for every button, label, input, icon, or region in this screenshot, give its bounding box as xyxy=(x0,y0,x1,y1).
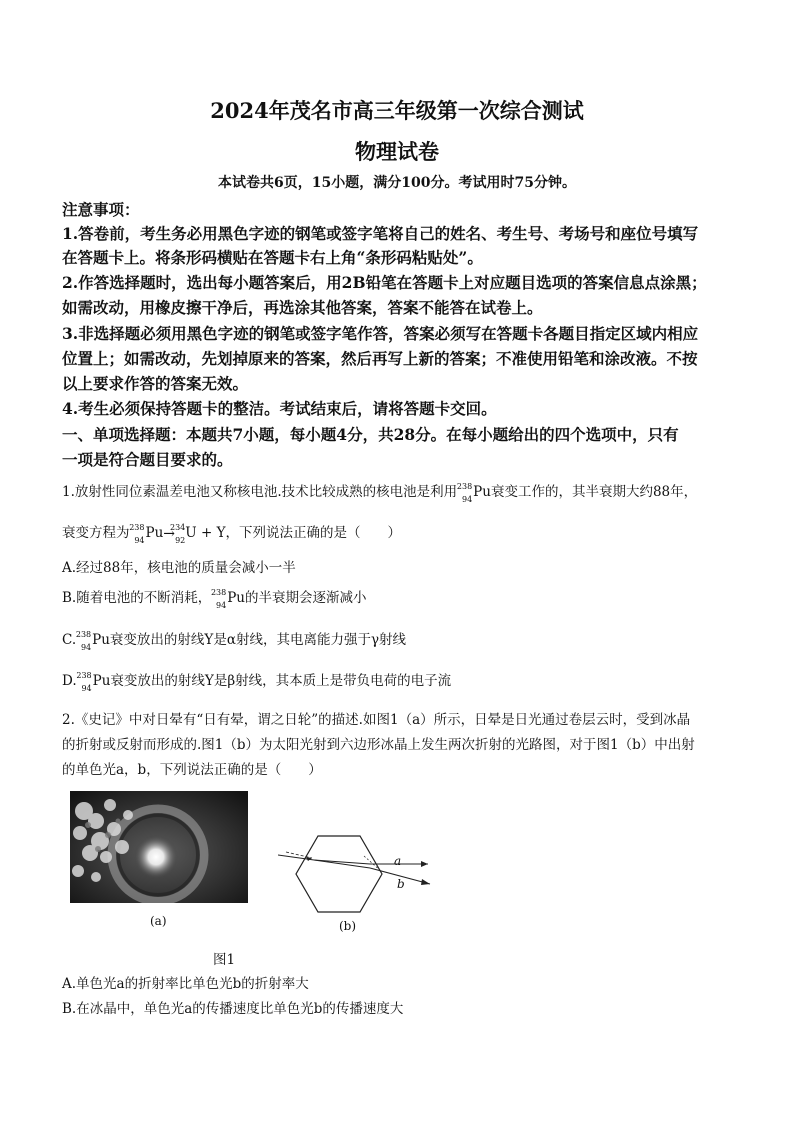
mass-number: 238 xyxy=(210,587,227,597)
section-heading: 一、单项选择题：本题共7小题，每小题4分，共28分。在每小题给出的四个选项中，只有 xyxy=(62,425,679,444)
figure-caption: 图1 xyxy=(213,952,236,968)
option-text: D. xyxy=(62,673,77,689)
exam-info: 本试卷共6页，15小题，满分100分。考试用时75分钟。 xyxy=(218,175,576,191)
section-heading-cont: 一项是符合题目要求的。 xyxy=(62,450,233,469)
q2-option-b: B.在冰晶中，单色光a的传播速度比单色光b的传播速度大 xyxy=(62,1001,404,1017)
q2-stem-line2: 的折射或反射而形成的.图1（b）为太阳光射到六边形冰晶上发生两次折射的光路图，对于图1（b）中出射 xyxy=(62,737,695,753)
element-symbol: U xyxy=(185,525,197,541)
ice-crystal-diagram xyxy=(278,822,438,934)
element-symbol: Pu xyxy=(145,525,164,541)
note-line: 在答题卡上。将条形码横贴在答题卡右上角“条形码粘贴处”。 xyxy=(62,248,483,267)
pu-nuclide xyxy=(76,630,91,652)
reaction-arrow xyxy=(163,523,185,545)
note-line: 1.答卷前，考生务必用黑色字迹的钢笔或签字笔将自己的姓名、考生号、考场号和座位号填写 xyxy=(62,224,699,243)
note-line: 如需改动，用橡皮擦干净后，再选涂其他答案，答案不能答在试卷上。 xyxy=(62,298,543,317)
q1-option-c xyxy=(62,628,742,652)
note-line: 4.考生必须保持答题卡的整洁。考试结束后，请将答题卡交回。 xyxy=(62,399,497,418)
mass-number: 238 xyxy=(456,481,473,491)
option-text: 衰变放出的射线Y是β射线，其本质上是带负电荷的电子流 xyxy=(110,673,452,689)
atomic-number: 92 xyxy=(175,535,186,545)
mass-number: 238 xyxy=(75,629,92,639)
equation-suffix: ，下列说法正确的是（ ） xyxy=(225,525,401,541)
element-symbol: Pu xyxy=(227,590,245,606)
note-line: 3.非选择题必须用黑色字迹的钢笔或签字笔作答，答案必须写在答题卡各题目指定区域内相应 xyxy=(62,324,699,343)
mass-number: 234 xyxy=(170,522,186,532)
refracted-ray-b-inside xyxy=(314,860,370,868)
q1-stem-line1 xyxy=(62,480,742,504)
halo-photo xyxy=(70,791,248,903)
fig-b-label: (b) xyxy=(339,919,357,933)
exit-arrow-b xyxy=(421,879,430,885)
element-symbol: Pu xyxy=(473,484,491,500)
pu-nuclide xyxy=(457,482,472,504)
note-line: 以上要求作答的答案无效。 xyxy=(62,374,249,393)
q1-option-d xyxy=(62,669,742,693)
element-symbol: Pu xyxy=(92,673,111,689)
atomic-number: 94 xyxy=(81,683,92,693)
q1-option-b xyxy=(62,586,742,610)
exam-subtitle: 物理试卷 xyxy=(355,139,439,164)
option-text: 衰变放出的射线Y是α射线，其电离能力强于γ射线 xyxy=(109,632,407,648)
q2-stem-line1: 2.《史记》中对日晕有“日有晕，谓之日轮”的描述.如图1（a）所示，日晕是日光通过卷层云时，受到冰晶 xyxy=(62,712,691,728)
option-text: C. xyxy=(62,632,77,648)
equation-prefix: 衰变方程为 xyxy=(62,525,130,541)
note-line: 2.作答选择题时，选出每小题答案后，用2B铅笔在答题卡上对应题目选项的答案信息点涂黑； xyxy=(62,273,707,292)
ray-b-label: b xyxy=(397,877,405,891)
mass-number: 238 xyxy=(76,670,92,680)
arrow-icon: → xyxy=(163,525,176,542)
q1-equation-line xyxy=(62,521,742,545)
q1-option-a: A.经过88年，核电池的质量会减小一半 xyxy=(62,560,296,576)
atomic-number: 94 xyxy=(461,494,473,504)
refracted-ray-a-inside xyxy=(314,860,370,864)
note-line: 位置上；如需改动，先划掉原来的答案，然后再写上新的答案；不准使用铅笔和涂改液。不按 xyxy=(62,349,698,368)
q1-stem-text: 1.放射性同位素温差电池又称核电池.技术比较成熟的核电池是利用 xyxy=(62,484,458,500)
fig-a-label: (a) xyxy=(150,914,167,928)
option-text: 的半衰期会逐渐减小 xyxy=(245,590,367,606)
pu-nuclide xyxy=(211,588,226,610)
notes-heading: 注意事项： xyxy=(62,200,140,219)
option-text: B.随着电池的不断消耗， xyxy=(62,590,212,606)
atomic-number: 94 xyxy=(134,535,145,545)
q2-stem-line3: 的单色光a，b，下列说法正确的是（ ） xyxy=(62,762,322,778)
q1-stem-text: 衰变工作的，其半衰期大约88年， xyxy=(490,484,698,500)
atomic-number: 94 xyxy=(216,600,227,610)
ray-a-label: a xyxy=(394,854,402,868)
q2-option-a: A.单色光a的折射率比单色光b的折射率大 xyxy=(62,976,309,992)
exam-title: 2024年茂名市高三年级第一次综合测试 xyxy=(210,98,584,123)
pu-nuclide xyxy=(77,671,92,693)
hexagon-crystal xyxy=(296,836,382,912)
exit-arrow-a xyxy=(421,861,428,867)
atomic-number: 94 xyxy=(80,642,92,652)
element-symbol: Pu xyxy=(92,632,110,648)
pu-nuclide xyxy=(130,523,145,545)
equation-plus: + Y xyxy=(200,525,226,541)
mass-number: 238 xyxy=(129,522,145,532)
